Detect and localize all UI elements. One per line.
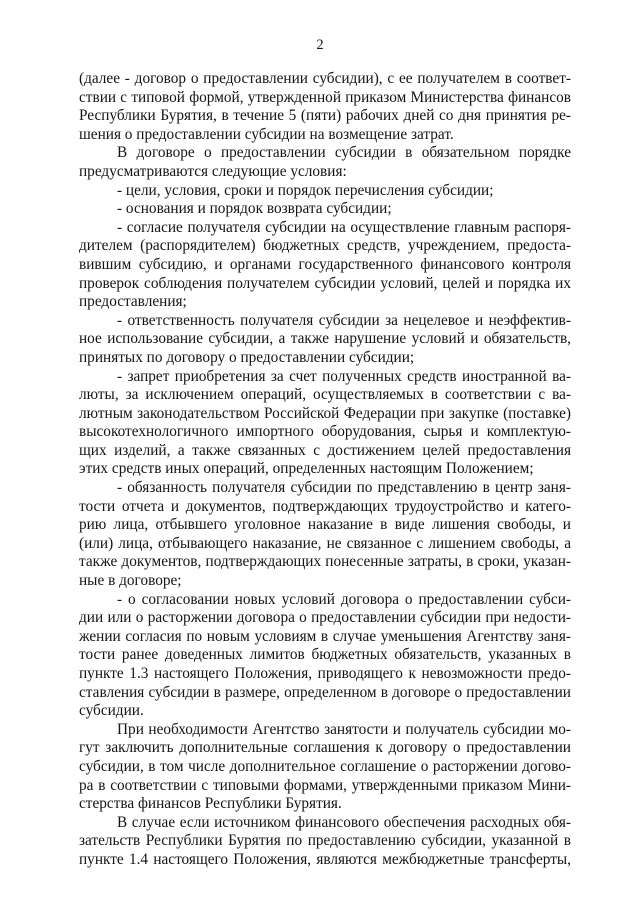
text-line: (или) лица, отбывающего наказание, не связанное с лишением свободы, а [79,534,571,552]
text-line: дителем (распорядителем) бюджетных средств, учреждением, предоста- [79,237,571,255]
text-line: этих средств иных операций, определенных настоящим Положением; [79,460,534,478]
text-line: вившим субсидию, и органами государственного финансового контроля [79,255,571,273]
text-line: В договоре о предоставлении субсидии в обязательном порядке [117,144,571,162]
text-line: дии или о расторжении договора о предоставлении субсидии при недости- [79,609,571,627]
text-line: стерства финансов Республики Бурятия. [79,795,342,813]
text-line: принятых по договору о предоставлении субсидии; [79,348,415,366]
text-line: предоставления; [79,293,187,311]
text-line: лютным законодательством Российской Федерации при закупке (поставке) [79,404,571,422]
text-line: - цели, условия, сроки и порядок перечисления субсидии; [117,181,494,199]
text-line: субсидии, в том числе дополнительное соглашение о расторжении догово- [79,757,571,775]
text-line: проверок соблюдения получателем субсидии условий, целей и порядка их [79,274,571,292]
text-line: - ответственность получателя субсидии за нецелевое и неэффектив- [117,311,571,329]
text-line: ное использование субсидии, а также нарушение условий и обязательств, [79,330,571,348]
text-line: шения о предоставлении субсидии на возмещение затрат. [79,125,454,143]
text-line: - запрет приобретения за счет полученных средств иностранной ва- [117,367,571,385]
text-line: ра в соответствии с типовыми формами, утвержденными приказом Мини- [79,776,571,794]
text-line: - обязанность получателя субсидии по представлению в центр заня- [117,479,571,497]
text-line: Республики Бурятия, в течение 5 (пяти) рабочих дней со дня принятия ре- [79,107,571,125]
page-number: 2 [316,37,324,53]
text-line: щих изделий, а также связанных с достижением целей предоставления [79,441,571,459]
text-line: жении согласия по новым условиям в случае уменьшения Агентству заня- [79,627,571,645]
text-line: При необходимости Агентство занятости и получатель субсидии мо- [117,720,571,738]
text-line: ставления субсидии в размере, определенном в договоре о предоставлении [79,683,571,701]
text-line: рию лица, отбывшего уголовное наказание в виде лишения свободы, и [79,516,571,534]
text-line: - основания и порядок возврата субсидии; [117,200,392,218]
text-line: субсидии. [79,702,144,720]
text-line: тости ранее доведенных лимитов бюджетных обязательств, указанных в [79,646,571,664]
text-line: - о согласовании новых условий договора о предоставлении субси- [117,590,571,608]
document-body [79,70,571,870]
text-line: люты, за исключением операций, осуществляемых в соответствии с ва- [79,386,571,404]
text-line: ствии с типовой формой, утвержденной приказом Министерства финансов [79,88,571,106]
text-line: ные в договоре; [79,572,182,590]
text-line: гут заключить дополнительные соглашения к договору о предоставлении [79,739,571,757]
text-line: зательств Республики Бурятия по предоставлению субсидии, указанной в [79,832,571,850]
text-line: высокотехнологичного импортного оборудования, сырья и комплектую- [79,423,571,441]
text-line: (далее - договор о предоставлении субсидии), с ее получателем в соответ- [79,70,571,87]
text-line: тости отчета и документов, подтверждающих трудоустройство и катего- [79,497,571,515]
text-line: также документов, подтверждающих понесенные затраты, в сроки, указан- [79,553,571,571]
text-line: пункте 1.4 настоящего Положения, являются межбюджетные трансферты, [79,850,571,868]
text-line: - согласие получателя субсидии на осуществление главным распоря- [117,218,571,236]
text-line: В случае если источником финансового обеспечения расходных обя- [117,813,571,831]
text-line: пункте 1.3 настоящего Положения, приводящего к невозможности предо- [79,665,571,682]
text-line: предусматриваются следующие условия: [79,162,347,180]
